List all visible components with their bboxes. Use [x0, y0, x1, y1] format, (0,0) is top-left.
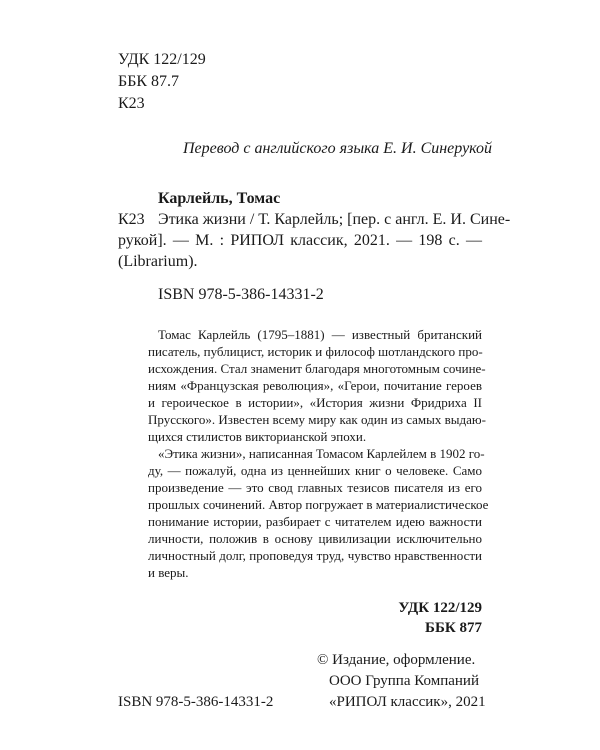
bib-author-sign: К23	[118, 211, 145, 228]
annotation-line: ду, — пожалуй, одна из ценнейших книг о человеке. Само	[148, 463, 482, 478]
udk-code-top: УДК 122/129	[118, 51, 206, 68]
copyright-line: «РИПОЛ классик», 2021	[329, 694, 486, 710]
bib-line: (Librarium).	[118, 253, 198, 270]
annotation-line: щихся стилистов викторианской эпохи.	[148, 429, 367, 444]
annotation-line: личностный долг, проповедуя труд, чувство нравственности	[148, 548, 482, 563]
translator-line: Перевод с английского языка Е. И. Синерукой	[183, 140, 493, 157]
annotation-line: исхождения. Стал знаменит благодаря многотомным сочине-	[148, 361, 486, 376]
annotation-line: Томас Карлейль (1795–1881) — известный британский	[158, 327, 482, 342]
bib-isbn: ISBN 978-5-386-14331-2	[158, 286, 324, 303]
bib-line: рукой]. — М. : РИПОЛ классик, 2021. — 198 с. —	[118, 232, 482, 249]
bottom-isbn: ISBN 978-5-386-14331-2	[118, 694, 274, 710]
annotation-line: писатель, публицист, историк и философ шотландского про-	[148, 344, 483, 359]
bbk-code-top: ББК 87.7	[118, 73, 180, 90]
copyright-line: © Издание, оформление.	[317, 652, 476, 668]
annotation-line: и героическое в истории», «История жизни Фридриха II	[148, 395, 482, 410]
annotation-line: личности, положив в основу цивилизации исключительно	[148, 531, 482, 546]
author-sign-top: К23	[118, 95, 145, 112]
annotation-line: прошлых сочинений. Автор погружает в материалистическое	[148, 497, 489, 512]
annotation-line: понимание истории, разбирает с читателем идею важности	[148, 514, 482, 529]
annotation-line: ниям «Французская революция», «Герои, почитание героев	[148, 378, 482, 393]
bib-author: Карлейль, Томас	[158, 190, 281, 207]
udk-code-bottom: УДК 122/129	[398, 600, 482, 616]
annotation-line: Прусского». Известен всему миру как один из самых выдаю-	[148, 412, 486, 427]
annotation-line: и веры.	[148, 565, 189, 580]
bbk-code-bottom: ББК 877	[425, 620, 482, 636]
copyright-line: ООО Группа Компаний	[329, 673, 479, 689]
annotation-line: произведение — это свод главных тезисов писателя из его	[148, 480, 482, 495]
annotation-line: «Этика жизни», написанная Томасом Карлейлем в 1902 го-	[158, 446, 485, 461]
bib-line: Этика жизни / Т. Карлейль; [пер. с англ. Е. И. Сине-	[158, 211, 511, 228]
